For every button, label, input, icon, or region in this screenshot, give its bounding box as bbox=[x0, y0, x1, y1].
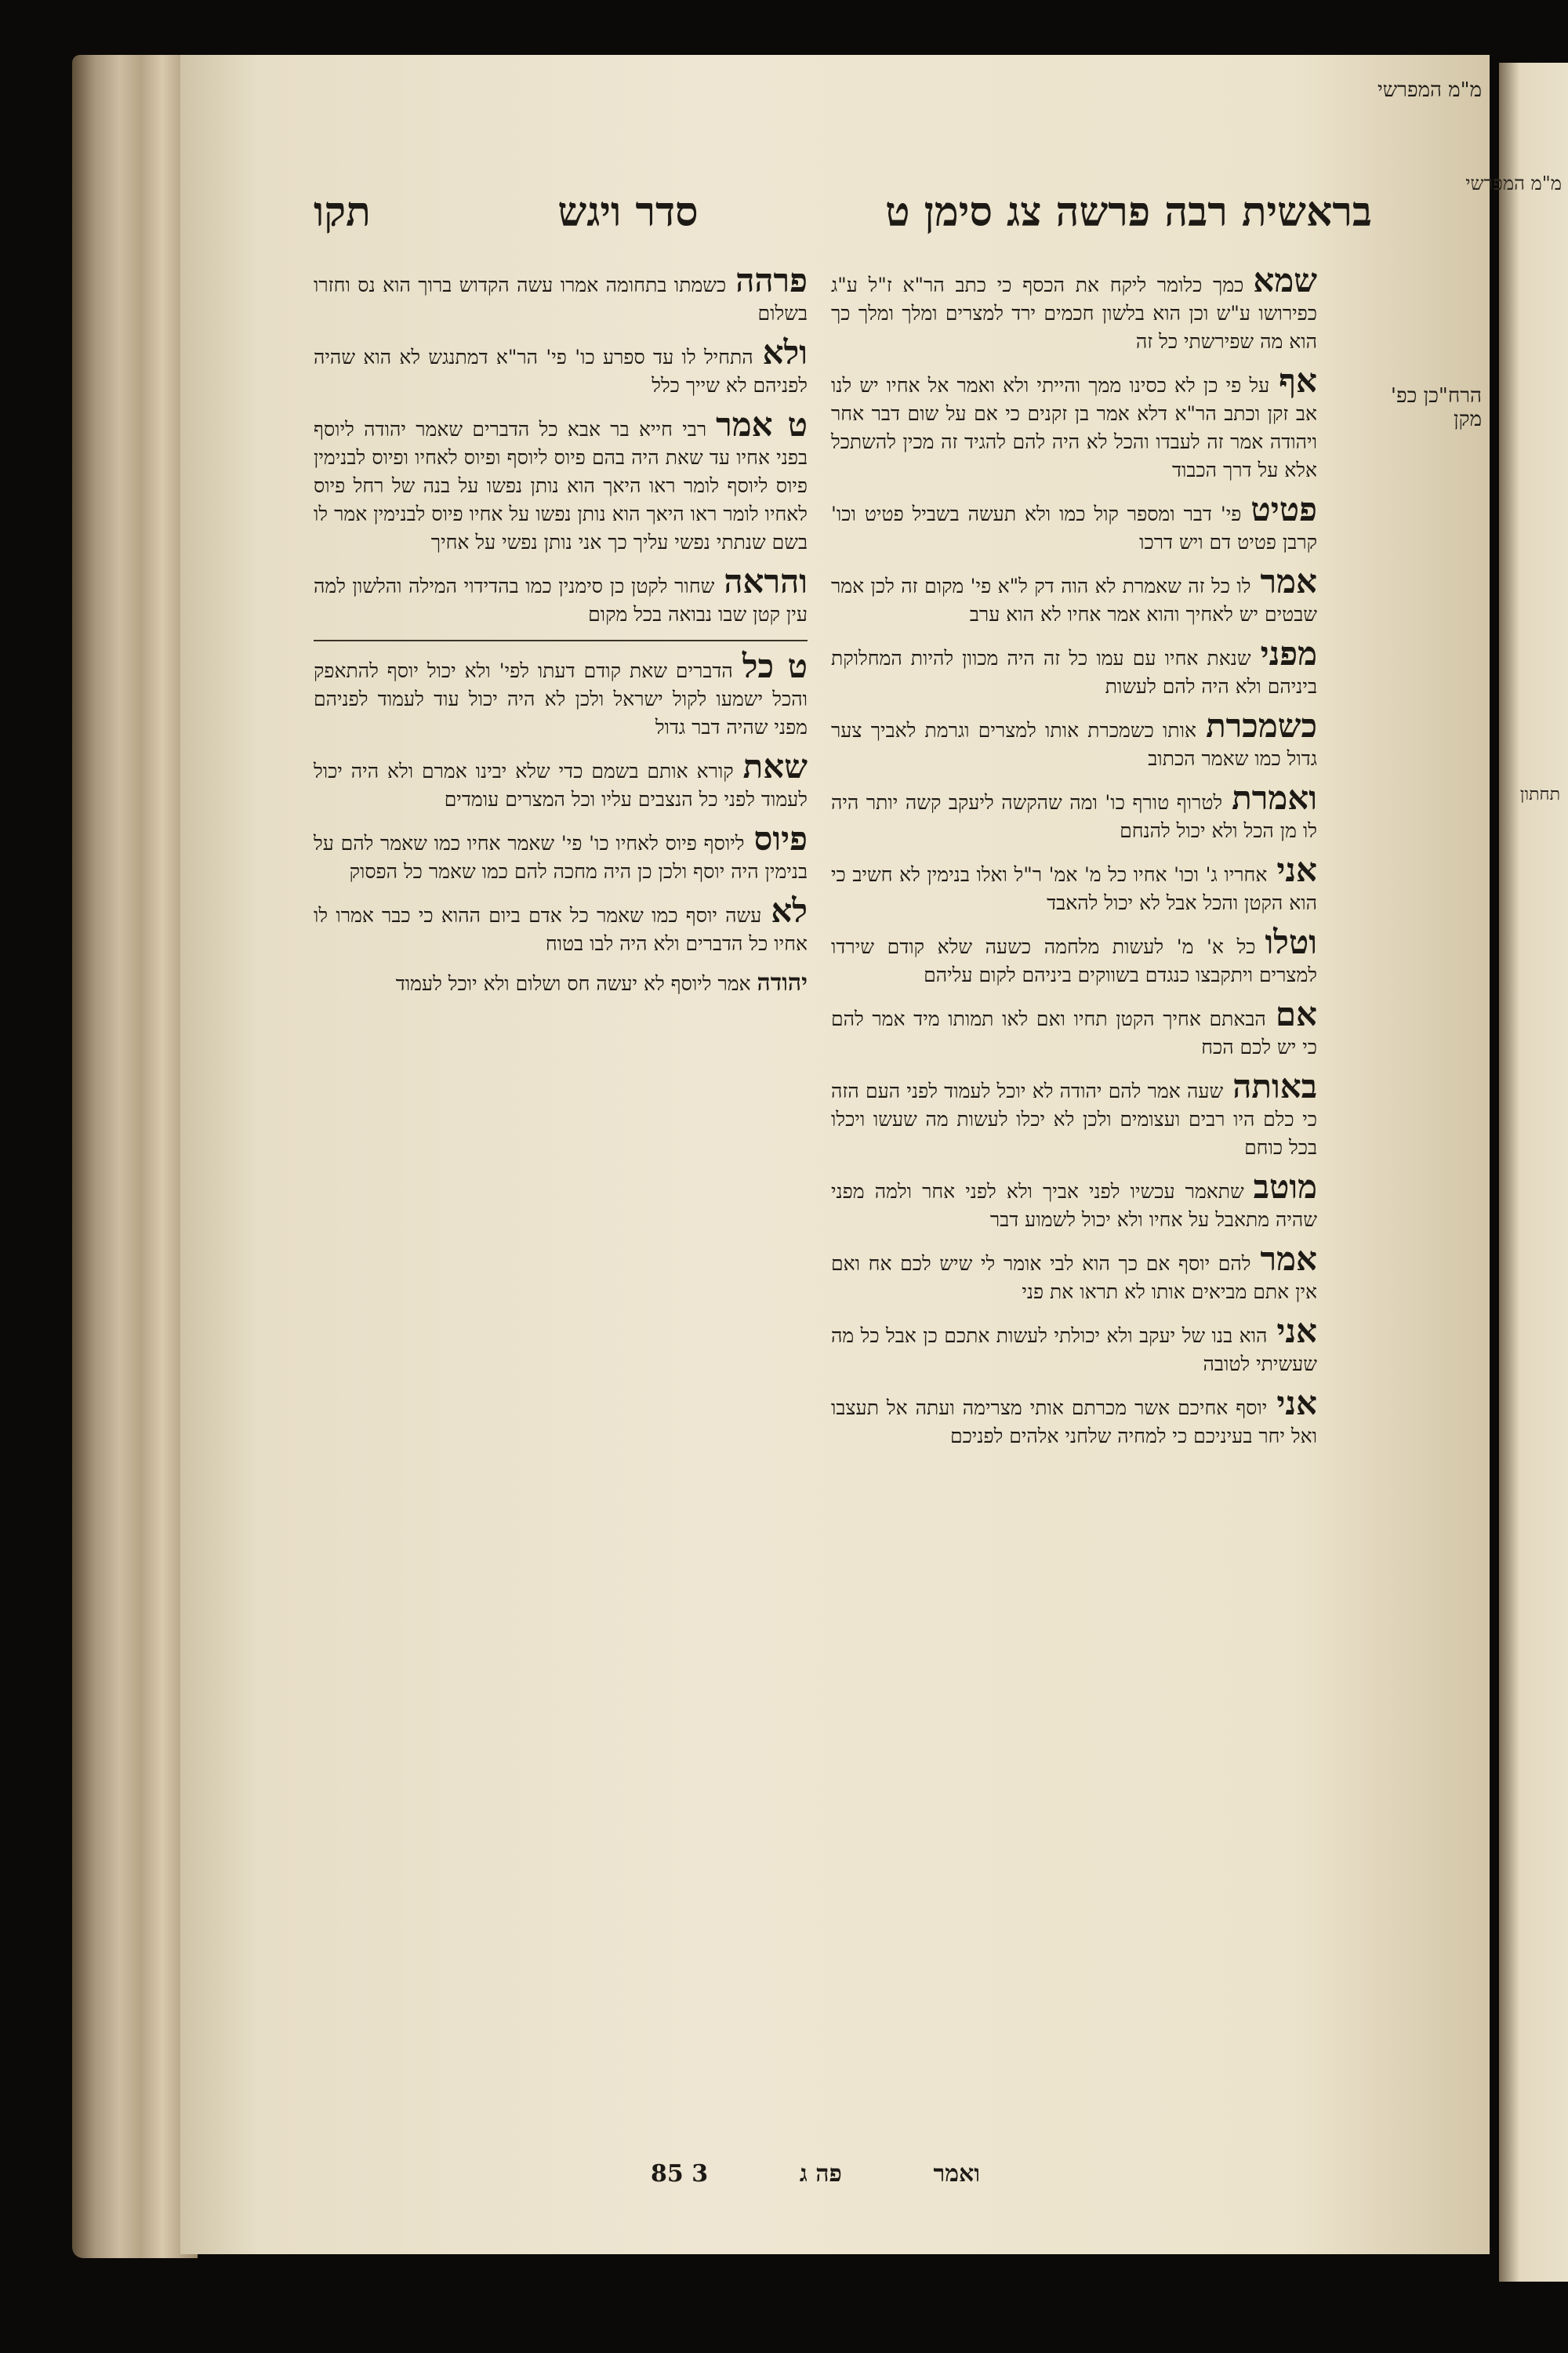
running-head bbox=[314, 176, 1372, 247]
entry-lemma: שמא bbox=[1253, 261, 1317, 300]
commentary-entry bbox=[314, 562, 808, 629]
entry-text: להם יוסף אם כך הוא לבי אומר לי שיש לכם אח ואם אין אתם מביאים אותו לא תראו את פני bbox=[831, 1252, 1317, 1303]
commentary-entry bbox=[314, 891, 808, 958]
commentary-entry bbox=[831, 1384, 1317, 1451]
entry-lemma: אף bbox=[1279, 361, 1317, 400]
entry-lemma: פטיט bbox=[1250, 490, 1317, 528]
entry-lemma: באותה bbox=[1232, 1067, 1317, 1106]
entry-text: אותו כשמכרת אותו למצרים וגרמת לאביך צער גדול כמו שאמר הכתוב bbox=[831, 719, 1317, 770]
entry-text: שתאמר עכשיו לפני אביך ולא לפני אחר ולמה מפני שהיה מתאבל על אחיו ולא יכול לשמוע דבר bbox=[831, 1180, 1317, 1231]
entry-lemma: וטלו bbox=[1265, 923, 1317, 961]
commentary-entry bbox=[831, 1312, 1317, 1378]
entry-lemma: מפני bbox=[1260, 634, 1317, 673]
entry-text: התחיל לו עד ספרע כו' פי' הר"א דמתנגש לא הוא שהיה לפניהם לא שייך כלל bbox=[314, 346, 808, 397]
entry-text: רבי חייא בר אבא כל הדברים שאמר יהודה ליוסף בפני אחיו עד שאת היה בהם פיוס ליוסף ופיוס לאחיו ופיוס לבנימין פיוס ליוסף לומר ראו היאך הוא נותן נפשו על בנה של רחל פיוס לאחיו לומר ראו היאך הוא נותן נפשו על אחיו פיוס לבנימין אמר לו בשם שנתתי נפשי עליך כך אני נותן נפשי על אחיך bbox=[314, 418, 808, 554]
mid-note bbox=[314, 969, 808, 998]
next-page-label: מ"מ המפרשי bbox=[1465, 172, 1562, 194]
margin-commentary-label: מ"מ המפרשי bbox=[1377, 78, 1482, 102]
commentary-entry bbox=[831, 562, 1317, 629]
entry-lemma: פיוס bbox=[753, 819, 808, 858]
entry-text: שנאת אחיו עם עמו כל זה היה מכוון להיות המחלוקת ביניהם ולא היה להם לעשות bbox=[831, 647, 1317, 698]
margin-note: הרח"כן כפ' מקן bbox=[1390, 384, 1482, 431]
commentary-entry bbox=[831, 361, 1317, 485]
mid-note-lemma: יהודה bbox=[757, 969, 808, 997]
commentary-entry bbox=[831, 490, 1317, 557]
entry-lemma: ואמרת bbox=[1232, 779, 1317, 817]
entry-lemma: כשמכרת bbox=[1206, 706, 1317, 745]
left-column bbox=[314, 261, 808, 1009]
next-page-word: תחתון bbox=[1519, 785, 1560, 804]
entry-text: הבאתם אחיך הקטן תחיו ואם לאו תמותו מיד אמר להם כי יש לכם הכח bbox=[831, 1008, 1317, 1058]
entry-lemma: ט אמר bbox=[716, 405, 808, 444]
entry-lemma: מוטב bbox=[1253, 1167, 1317, 1206]
entry-text: כמך כלומר ליקח את הכסף כי כתב הר"א ז"ל ע"ג כפירושו ע"ש וכן הוא בלשון חכמים ירד למצרים ומלך ומלך כך הוא מה שפירשתי כל זה bbox=[831, 274, 1317, 353]
entry-text: לו כל זה שאמרת לא הוה דק ל"א פי' מקום זה לכן אמר שבטים יש לאחיך והוא אמר אחיו לא הוא ערב bbox=[831, 575, 1317, 626]
head-right: בראשית רבה פרשה צג סימן ט bbox=[885, 187, 1372, 236]
entry-text: קורא אותם בשמם כדי שלא יבינו אמרם ולא היה יכול לעמוד לפני כל הנצבים עליו וכל המצרים עומדים bbox=[314, 760, 808, 811]
commentary-entry bbox=[831, 851, 1317, 917]
next-page-edge bbox=[1465, 63, 1568, 2282]
entry-lemma: שאת bbox=[742, 747, 808, 786]
book-page bbox=[180, 55, 1490, 2254]
column-rule bbox=[314, 640, 808, 641]
entry-text: שעה אמר להם יהודה לא יוכל לעמוד לפני העם הזה כי כלם היו רבים ועצומים ולכן לא יכלו לעשות מה שעשו ויכלו בכל כוחם bbox=[831, 1080, 1317, 1159]
entry-lemma: אני bbox=[1276, 1384, 1317, 1422]
entry-lemma: פרהה bbox=[735, 261, 808, 300]
head-center: סדר ויגש bbox=[557, 187, 699, 236]
commentary-entry bbox=[314, 647, 808, 742]
commentary-entry bbox=[314, 819, 808, 886]
entry-lemma: אני bbox=[1276, 851, 1317, 889]
entry-text: יוסף אחיכם אשר מכרתם אותי מצרימה ועתה אל תעצבו ואל יחר בעיניכם כי למחיה שלחני אלהים לפניכם bbox=[831, 1396, 1317, 1447]
commentary-entry bbox=[314, 261, 808, 328]
head-left: תקו bbox=[314, 187, 371, 236]
right-column bbox=[831, 261, 1317, 1462]
commentary-entry bbox=[831, 995, 1317, 1062]
entry-text: ליוסף פיוס לאחיו כו' פי' שאמר אחיו כמו שאמר להם על בנימין היה יוסף ולכן כן היה מחכה להם כמו שאמר כל הפסוק bbox=[314, 832, 808, 883]
commentary-entry bbox=[314, 333, 808, 400]
mid-note-text: אמר ליוסף לא יעשה חס ושלום ולא יוכל לעמוד bbox=[395, 972, 751, 995]
entry-lemma: אמר bbox=[1260, 1240, 1317, 1278]
commentary-entry bbox=[831, 1167, 1317, 1234]
entry-lemma: ולא bbox=[762, 333, 808, 372]
entry-text: עשה יוסף כמו שאמר כל אדם ביום ההוא כי כבר אמרו לו אחיו כל הדברים ולא היה לבו בטוח bbox=[314, 904, 808, 955]
commentary-entry bbox=[831, 261, 1317, 356]
entry-text: פי' דבר ומספר קול כמו ולא תעשה בשביל פטיט וכו' קרבן פטיט דם ויש דרכו bbox=[831, 503, 1317, 554]
entry-lemma: והראה bbox=[724, 562, 808, 601]
entry-text: לטרוף טורף כו' ומה שהקשה ליעקב קשה יותר היה לו מן הכל ולא יכול להנחם bbox=[831, 791, 1317, 842]
entry-lemma: לא bbox=[771, 891, 808, 930]
entry-text: אחריו ג' וכו' אחיו כל מ' אמ' ר"ל ואלו בנימין לא חשיב כי הוא הקטן והכל אבל לא יכול להאבד bbox=[831, 863, 1317, 914]
folio-number: 3 85 bbox=[651, 2160, 709, 2188]
commentary-entry bbox=[831, 1067, 1317, 1162]
commentary-entry bbox=[831, 706, 1317, 773]
page-footer bbox=[651, 2160, 980, 2188]
entry-lemma: אני bbox=[1276, 1312, 1317, 1350]
entry-text: הוא בנו של יעקב ולא יכולתי לעשות אתכם כן אבל כל מה שעשיתי לטובה bbox=[831, 1324, 1317, 1375]
entry-text: שחור לקטן כן סימנין כמו בהדידוי המילה והלשון למה עין קטן שבו נבואה בכל מקום bbox=[314, 575, 808, 626]
entry-lemma: אם bbox=[1275, 995, 1317, 1033]
entry-text: כשמתו בתחומה אמרו עשה הקדוש ברוך הוא נס וחזרו בשלום bbox=[314, 274, 808, 325]
commentary-entry bbox=[831, 923, 1317, 989]
commentary-entry bbox=[831, 1240, 1317, 1306]
commentary-entry bbox=[314, 405, 808, 557]
commentary-entry bbox=[831, 779, 1317, 845]
entry-text: הדברים שאת קודם דעתו לפי' ולא יכול יוסף להתאפק והכל ישמעו לקול ישראל ולכן לא היה יכול עוד לעמוד לפניהם מפני שהיה דבר גדול bbox=[314, 659, 808, 739]
entry-text: כל א' מ' לעשות מלחמה כשעה שלא קודם שירדו למצרים ויתקבצו כנגדם בשווקים ביניהם לקום עליהם bbox=[831, 935, 1317, 986]
entry-lemma: אמר bbox=[1260, 562, 1317, 601]
entry-lemma: ט כל bbox=[742, 647, 808, 685]
entry-text: על פי כן לא כסינו ממך והייתי ולא ואמר אל אחיו יש לנו אב זקן וכתב הר"א דלא אמר בן זקנים כי אם על שום דבר אחר ויהודה אמר זה לעבדו והכל לא היה להם להגיד זה מכין להשתכל אלא על דרך הכבוד bbox=[831, 374, 1317, 481]
catchword: ואמר bbox=[933, 2160, 980, 2188]
book-fore-edge bbox=[72, 55, 198, 2258]
commentary-entry bbox=[831, 634, 1317, 701]
signature-mark: פה ג bbox=[799, 2160, 842, 2188]
commentary-entry bbox=[314, 747, 808, 814]
